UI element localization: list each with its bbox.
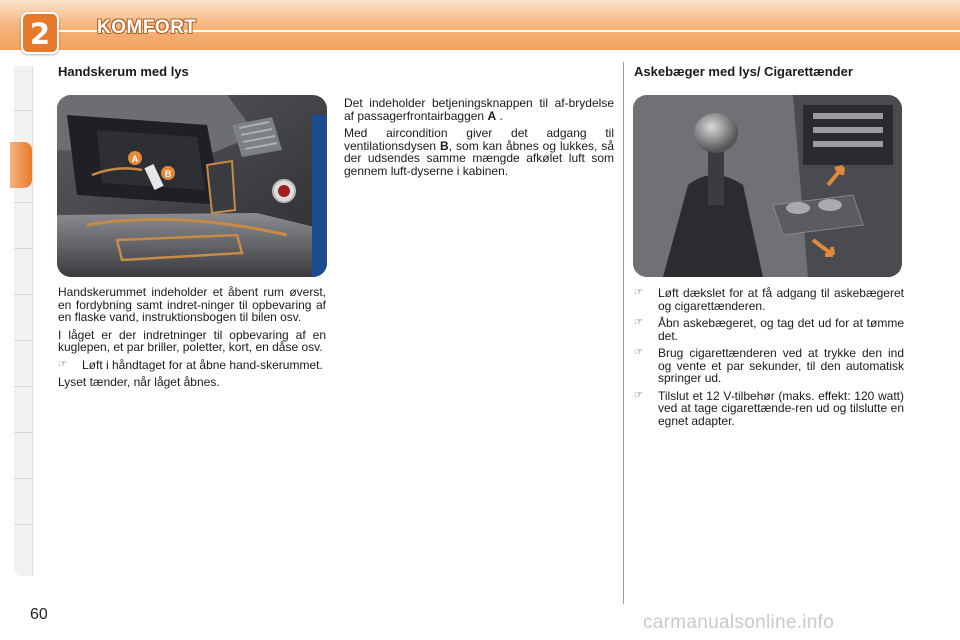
vent-ref-b: B [440,138,449,153]
airbag-ref-a: A [487,108,497,123]
page-number: 60 [30,606,48,623]
ashtray-bullet-4-text: Tilslut et 12 V-tilbehør (maks. effekt: 120 watt) ved at tage cigarettænde-ren ud og tilslutte en egnet adapter. [658,388,904,428]
glovebox-bullet-text: Løft i håndtaget for at åbne hand-skerummet. [82,357,323,372]
side-tab-divider [14,478,32,479]
glovebox-heading: Handskerum med lys [58,64,189,79]
side-tab-divider [14,110,32,111]
glovebox-paragraph-1: Handskerummet indeholder et åbent rum øverst, en fordybning samt indret-ninger til opbevaring af en flaske vand, instruktionsbogen til bilen osv. [58,285,326,324]
side-tab-divider [14,432,32,433]
glovebox-closing: Lyset tænder, når låget åbnes. [58,375,220,389]
pointing-hand-icon: ☞ [634,317,643,328]
chapter-number: 2 [29,17,51,51]
ashtray-heading: Askebæger med lys/ Cigarettænder [634,64,853,79]
ashtray-bullet-3 [634,347,904,385]
glovebox-paragraph-2: I låget er der indretninger til opbevaring af en kuglepen, et par briller, poletter, kort, en dåse osv. [58,327,326,354]
ashtray-bullet-3-text: Brug cigarettænderen ved at trykke den ind og vente et par sekunder, til den automatisk springer ud. [658,346,904,385]
ashtray-bullet-1-text: Løft dækslet for at få adgang til askebægeret og cigarettænderen. [658,286,904,313]
side-tab-divider [14,248,32,249]
side-tab-divider [14,202,32,203]
vent-paragraph [344,127,614,177]
pointing-hand-icon: ☞ [634,347,643,358]
ashtray-bullet-4 [634,390,904,428]
airbag-paragraph [344,97,614,122]
pointing-hand-icon: ☞ [634,389,643,401]
side-tab-divider [14,524,32,525]
glovebox-text [58,286,326,394]
chapter-title: KOMFORT [97,17,197,38]
column-divider [623,62,624,604]
vent-text: Med aircondition giver det adgang til ventilationsdysen [344,126,614,153]
glovebox-illustration [57,95,327,277]
ashtray-photo [633,95,902,277]
side-tab-divider [14,294,32,295]
middle-text [344,97,614,182]
glovebox-bullet [58,359,326,372]
pointing-hand-icon: ☞ [58,358,67,370]
side-tab-divider [14,340,32,341]
pointing-hand-icon: ☞ [634,287,643,298]
airbag-text-end: . [496,108,503,123]
ashtray-bullet-2 [634,317,904,342]
vent-text-end: , som kan åbnes og lukkes, så der udsendes samme mængde afkølet luft som gennem luft-dyserne i kabinen. [344,138,614,178]
callout-b-label: B [164,169,172,179]
chapter-badge [21,12,59,54]
ashtray-bullet-1 [634,287,904,312]
side-tab-active-chapter-2[interactable] [10,142,32,188]
callout-a-label: A [131,154,139,164]
glovebox-photo [57,95,327,277]
airbag-text: Det indeholder betjeningsknappen til af-brydelse af passagerfrontairbaggen [344,96,614,123]
ashtray-bullet-2-text: Åbn askebægeret, og tag det ud for at tømme det. [658,316,904,343]
site-watermark[interactable]: carmanualsonline.info [643,612,835,633]
ashtray-text [634,287,904,432]
side-tab-divider [14,386,32,387]
ashtray-illustration [633,95,902,277]
